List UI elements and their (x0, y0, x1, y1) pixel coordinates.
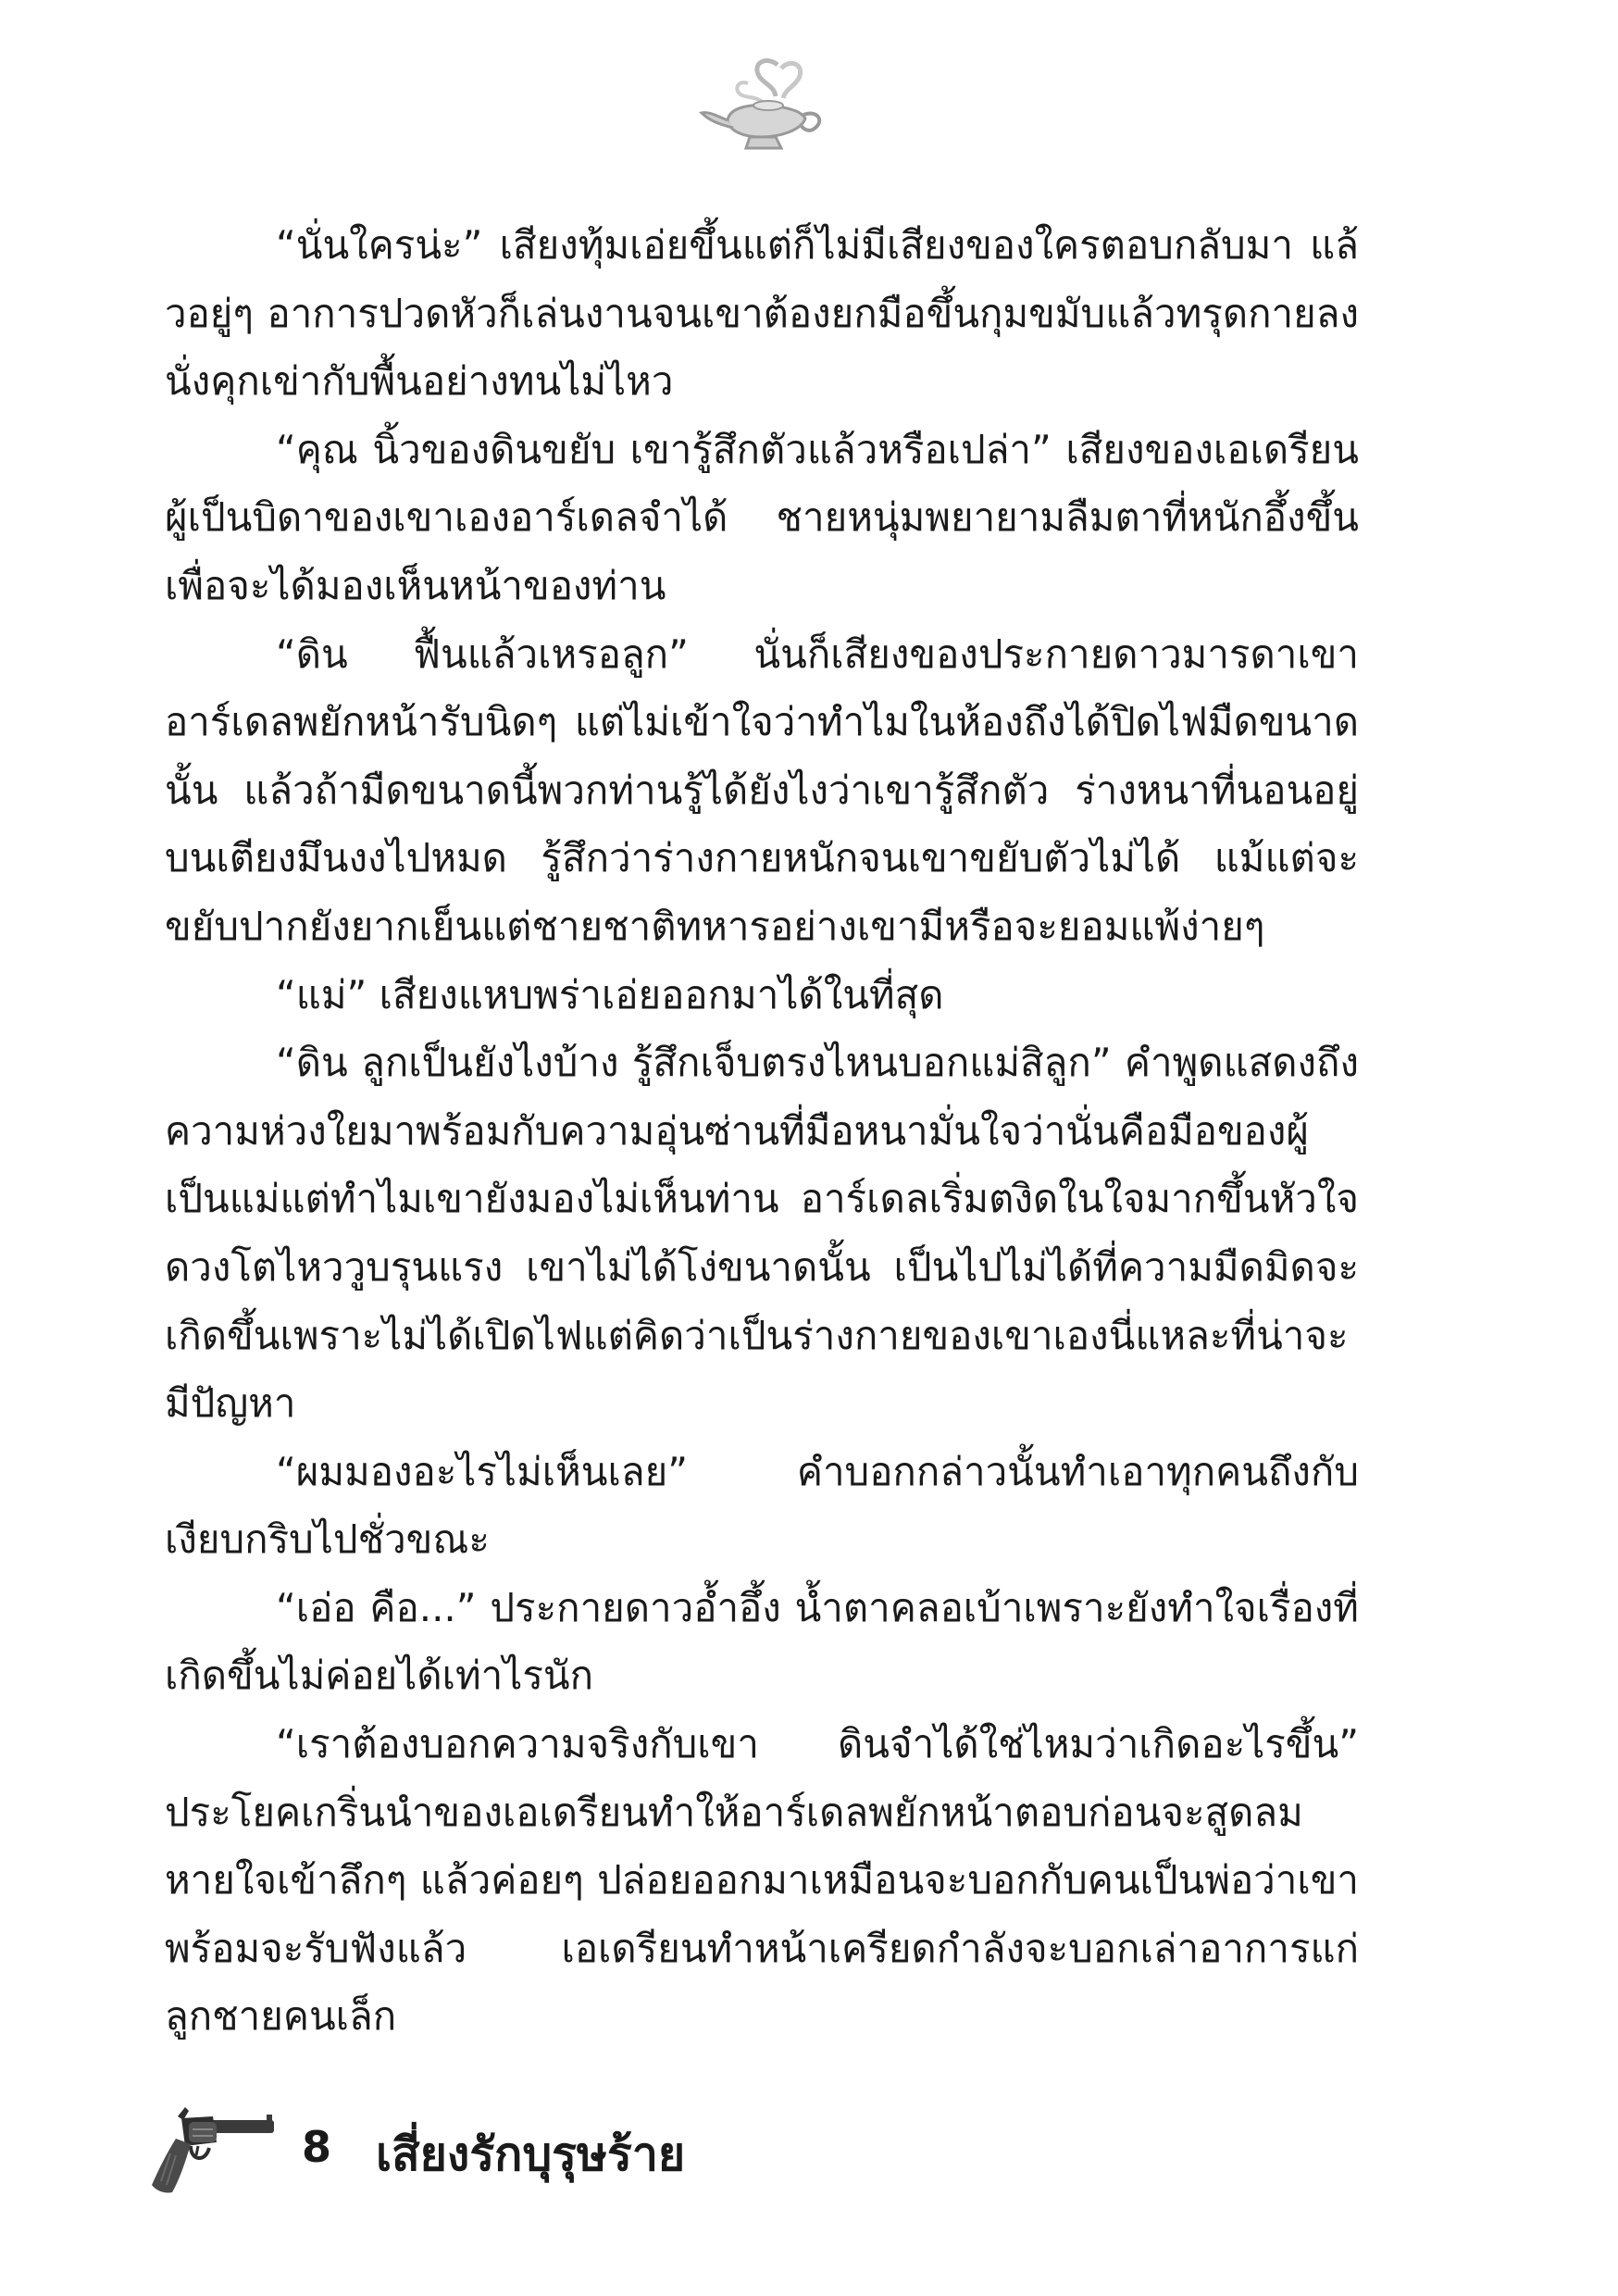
book-title: เสี่ยงรักบุรุษร้าย (376, 2128, 686, 2181)
magic-lamp-icon (692, 56, 831, 157)
revolver-icon (148, 2102, 278, 2203)
page-footer (148, 2102, 981, 2213)
paragraph: “นั่นใครน่ะ” เสียงทุ้มเอ่ยขึ้นแต่ก็ไม่มีเสียงของใครตอบกลับมา แล้วอยู่ๆ อาการปวดหัวก็เล่นงานจนเขาต้องยกมือขึ้นกุมขมับแล้วทรุดกายลงนั่งคุกเข่ากับพื้นอย่างทนไม่ไหว (165, 222, 1359, 405)
paragraph: “ผมมองอะไรไม่เห็นเลย” คำบอกกล่าวนั้นทำเอาทุกคนถึงกับเงียบกริบไปชั่วขณะ (165, 1448, 1359, 1563)
paragraph: “ดิน ลูกเป็นยังไงบ้าง รู้สึกเจ็บตรงไหนบอกแม่สิลูก” คำพูดแสดงถึงความห่วงใยมาพร้อมกับความอุ่นซ่านที่มือหนามั่นใจว่านั่นคือมือของผู้เป็นแม่แต่ทำไมเขายังมองไม่เห็นท่าน อาร์เดลเริ่มตงิดในใจมากขึ้นหัวใจดวงโตไหววูบรุนแรง เขาไม่ได้โง่ขนาดนั้น เป็นไปไม่ได้ที่ความมืดมิดจะเกิดขึ้นเพราะไม่ได้เปิดไฟแต่คิดว่าเป็นร่างกายของเขาเองนี่แหละที่น่าจะมีปัญหา (165, 1040, 1359, 1427)
paragraph: “เราต้องบอกความจริงกับเขา ดินจำได้ใช่ไหมว่าเกิดอะไรขึ้น” ประโยคเกริ่นนำของเอเดรียนทำให้อาร์เดลพยักหน้าตอบก่อนจะสูดลมหายใจเข้าลึกๆ แล้วค่อยๆ ปล่อยออกมาเหมือนจะบอกกับคนเป็นพ่อว่าเขาพร้อมจะรับฟังแล้ว เอเดรียนทำหน้าเครียดกำลังจะบอกเล่าอาการแก่ลูกชายคนเล็ก (165, 1721, 1359, 2040)
paragraph: “แม่” เสียงแหบพร่าเอ่ยออกมาได้ในที่สุด (276, 971, 944, 1017)
page-number: 8 (302, 2122, 332, 2172)
paragraph: “เอ่อ คือ...” ประกายดาวอ้ำอึ้ง น้ำตาคลอเบ้าเพราะยังทำใจเรื่องที่เกิดขึ้นไม่ค่อยได้เท่าไรนัก (165, 1584, 1359, 1699)
paragraph: “ดิน ฟื้นแล้วเหรอลูก” นั่นก็เสียงของประกายดาวมารดาเขา อาร์เดลพยักหน้ารับนิดๆ แต่ไม่เข้าใจว่าทำไมในห้องถึงได้ปิดไฟมืดขนาดนั้น แล้วถ้ามืดขนาดนี้พวกท่านรู้ได้ยังไงว่าเขารู้สึกตัว ร่างหนาที่นอนอยู่บนเตียงมึนงงไปหมด รู้สึกว่าร่างกายหนักจนเขาขยับตัวไม่ได้ แม้แต่จะขยับปากยังยากเย็นแต่ชายชาติทหารอย่างเขามีหรือจะยอมแพ้ง่ายๆ (165, 630, 1359, 949)
paragraph: “คุณ นิ้วของดินขยับ เขารู้สึกตัวแล้วหรือเปล่า” เสียงของเอเดรียนผู้เป็นบิดาของเขาเองอาร์เดลจำได้ ชายหนุ่มพยายามลืมตาที่หนักอึ้งขึ้นเพื่อจะได้มองเห็นหน้าของท่าน (165, 426, 1359, 608)
story-body (165, 211, 1359, 2051)
